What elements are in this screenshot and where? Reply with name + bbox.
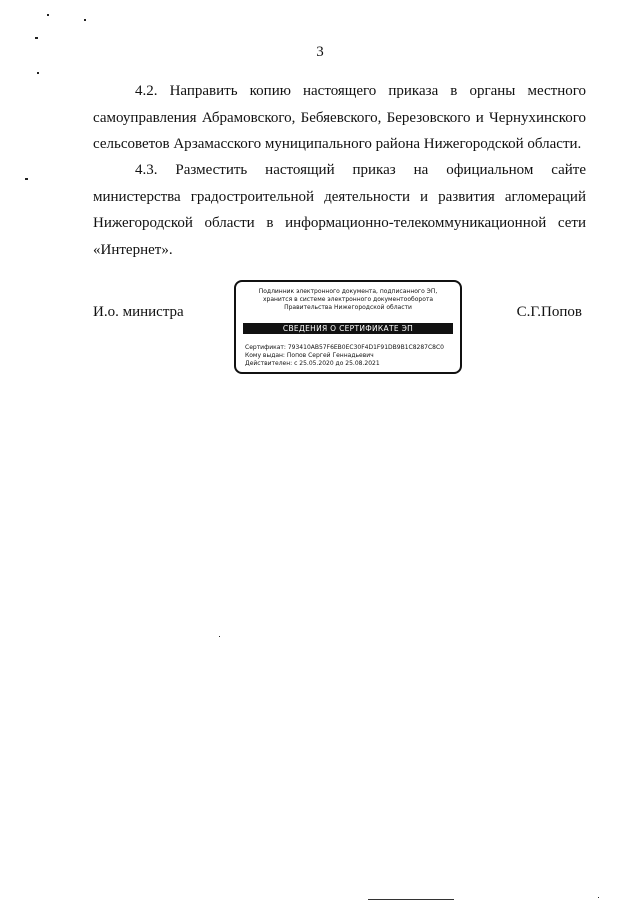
signer-position: И.о. министра <box>93 304 184 320</box>
stamp-details <box>245 344 454 369</box>
scan-speck <box>598 897 599 898</box>
certificate-label: Сертификат: <box>245 344 286 351</box>
validity-value: с 25.05.2020 до 25.08.2021 <box>294 360 380 368</box>
stamp-note-line: Подлинник электронного документа, подписанного ЭП, <box>258 288 438 295</box>
scan-speck <box>35 37 38 39</box>
issued-to-value: Попов Сергей Геннадьевич <box>286 352 374 360</box>
scan-speck <box>47 14 49 16</box>
validity-row <box>245 360 454 368</box>
scan-speck <box>84 19 86 21</box>
paragraph-4-3: 4.3. Разместить настоящий приказ на официальном сайте министерства градостроительной деятельности и развития агломераций Нижегородской области в информационно-телекоммуникационной сети «Интернет». <box>93 162 586 258</box>
bottom-line-mark <box>368 899 454 900</box>
signer-name: С.Г.Попов <box>516 304 582 320</box>
issued-to-row <box>245 352 454 360</box>
issued-to-label: Кому выдан: <box>245 352 285 360</box>
stamp-header: СВЕДЕНИЯ О СЕРТИФИКАТЕ ЭП <box>243 323 453 334</box>
page-number: 3 <box>316 44 324 60</box>
scan-speck <box>219 636 220 637</box>
certificate-row <box>245 344 454 352</box>
paragraph-4-2: 4.2. Направить копию настоящего приказа в органы местного самоуправления Абрамовского, Бебяевского, Березовского и Чернухинского сельсоветов Арзамасского муниципального района Нижегородской области. <box>93 83 586 152</box>
scan-speck <box>25 178 28 180</box>
electronic-signature-stamp <box>234 280 462 374</box>
scan-speck <box>37 72 39 74</box>
certificate-value: 793410AB57F6EB0EC30F4D1F91DB9B1C8287C8C0 <box>287 344 444 351</box>
stamp-note <box>242 288 454 312</box>
validity-label: Действителен: <box>245 360 293 368</box>
stamp-note-line: хранится в системе электронного документооборота <box>262 296 434 303</box>
stamp-note-line: Правительства Нижегородской области <box>284 304 412 311</box>
